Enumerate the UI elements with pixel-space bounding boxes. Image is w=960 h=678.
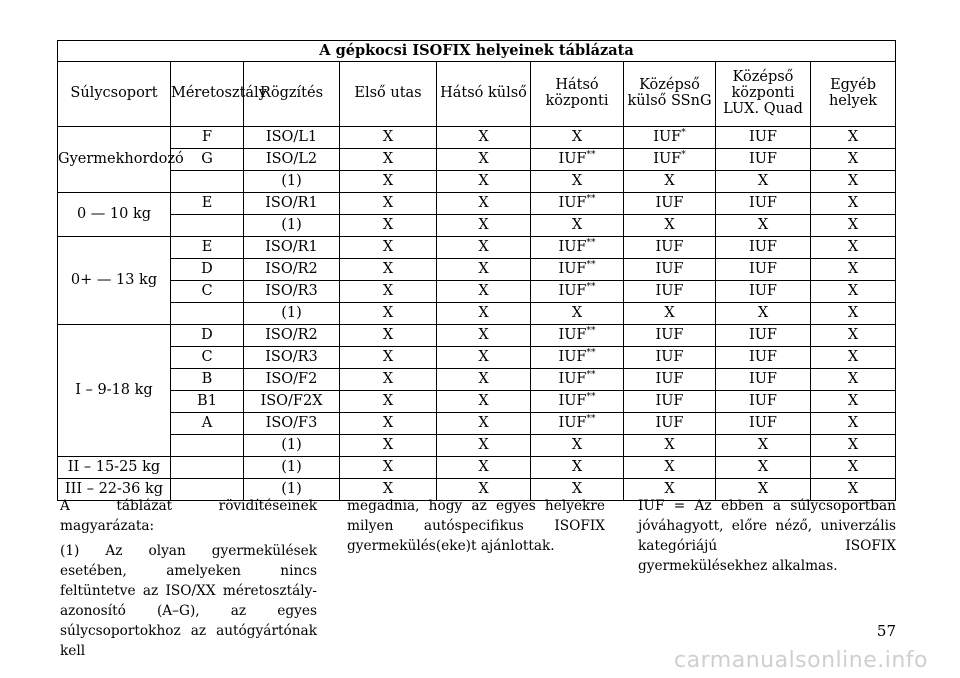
footnote-marker: ** xyxy=(586,193,596,204)
cell-front-passenger: X xyxy=(340,325,437,347)
cell-middle-outboard-ssng: X xyxy=(624,435,716,457)
note-1-continuation: megadnia, hogy az egyes helyekre milyen autóspecifikus ISOFIX gyermekülés(eke)t ajánlottak. xyxy=(347,498,605,554)
table-row xyxy=(58,413,896,435)
cell-size-class: D xyxy=(171,259,244,281)
header-front-passenger: Első utas xyxy=(340,62,437,127)
cell-size-class: B xyxy=(171,369,244,391)
isofix-table xyxy=(57,40,896,501)
weight-group-cell: 0 — 10 kg xyxy=(58,193,171,237)
cell-fixture: ISO/L2 xyxy=(244,149,340,171)
notes-column-1 xyxy=(60,496,317,666)
cell-size-class xyxy=(171,435,244,457)
cell-middle-outboard-ssng: X xyxy=(624,171,716,193)
weight-group-cell: 0+ — 13 kg xyxy=(58,237,171,325)
cell-rear-outboard: X xyxy=(437,391,531,413)
page-number: 57 xyxy=(876,622,896,640)
table-row xyxy=(58,281,896,303)
cell-size-class: D xyxy=(171,325,244,347)
header-weight-group: Súlycsoport xyxy=(58,62,171,127)
footnote-marker: ** xyxy=(586,281,596,292)
cell-size-class: E xyxy=(171,237,244,259)
cell-other-positions: X xyxy=(811,193,896,215)
cell-fixture: ISO/R1 xyxy=(244,193,340,215)
notes-column-2 xyxy=(347,496,605,561)
table-title: A gépkocsi ISOFIX helyeinek táblázata xyxy=(58,41,896,62)
cell-rear-center: IUF** xyxy=(531,193,624,215)
cell-front-passenger: X xyxy=(340,237,437,259)
header-middle-outboard-ssng: Középső külső SSnG xyxy=(624,62,716,127)
cell-fixture: ISO/R2 xyxy=(244,325,340,347)
cell-middle-outboard-ssng: X xyxy=(624,215,716,237)
table-header-row xyxy=(58,62,896,127)
cell-middle-center-lux-quad: IUF xyxy=(716,413,811,435)
cell-middle-outboard-ssng: IUF xyxy=(624,281,716,303)
cell-size-class: B1 xyxy=(171,391,244,413)
footnote-marker: ** xyxy=(586,149,596,160)
cell-middle-outboard-ssng: IUF* xyxy=(624,149,716,171)
cell-fixture: (1) xyxy=(244,215,340,237)
cell-rear-outboard: X xyxy=(437,435,531,457)
cell-front-passenger: X xyxy=(340,479,437,501)
cell-other-positions: X xyxy=(811,281,896,303)
cell-rear-center: IUF** xyxy=(531,369,624,391)
cell-rear-outboard: X xyxy=(437,413,531,435)
cell-fixture: ISO/F2 xyxy=(244,369,340,391)
cell-middle-outboard-ssng: IUF xyxy=(624,369,716,391)
cell-rear-center: X xyxy=(531,171,624,193)
table-row xyxy=(58,215,896,237)
cell-middle-outboard-ssng: IUF xyxy=(624,347,716,369)
notes-heading: A táblázat rövidítéseinek magyarázata: xyxy=(60,498,317,534)
table-row xyxy=(58,391,896,413)
cell-fixture: (1) xyxy=(244,303,340,325)
cell-middle-outboard-ssng: IUF xyxy=(624,413,716,435)
cell-front-passenger: X xyxy=(340,193,437,215)
cell-middle-center-lux-quad: IUF xyxy=(716,127,811,149)
cell-front-passenger: X xyxy=(340,215,437,237)
cell-rear-outboard: X xyxy=(437,215,531,237)
cell-size-class xyxy=(171,457,244,479)
cell-other-positions: X xyxy=(811,413,896,435)
footnote-marker: ** xyxy=(586,325,596,336)
cell-middle-center-lux-quad: X xyxy=(716,171,811,193)
cell-front-passenger: X xyxy=(340,413,437,435)
cell-fixture: ISO/F3 xyxy=(244,413,340,435)
cell-fixture: (1) xyxy=(244,479,340,501)
cell-size-class: C xyxy=(171,281,244,303)
table-row xyxy=(58,259,896,281)
cell-fixture: ISO/R3 xyxy=(244,347,340,369)
cell-other-positions: X xyxy=(811,435,896,457)
cell-front-passenger: X xyxy=(340,457,437,479)
cell-rear-center: IUF** xyxy=(531,413,624,435)
table-row xyxy=(58,171,896,193)
cell-middle-center-lux-quad: IUF xyxy=(716,149,811,171)
cell-fixture: (1) xyxy=(244,171,340,193)
cell-middle-center-lux-quad: IUF xyxy=(716,259,811,281)
notes-column-3 xyxy=(638,496,896,581)
cell-middle-outboard-ssng: X xyxy=(624,479,716,501)
footnote-marker: * xyxy=(681,127,686,138)
cell-size-class: E xyxy=(171,193,244,215)
cell-other-positions: X xyxy=(811,303,896,325)
footnote-marker: * xyxy=(681,149,686,160)
table-row xyxy=(58,369,896,391)
cell-rear-center: X xyxy=(531,215,624,237)
cell-front-passenger: X xyxy=(340,303,437,325)
cell-rear-outboard: X xyxy=(437,193,531,215)
cell-middle-center-lux-quad: IUF xyxy=(716,347,811,369)
cell-middle-center-lux-quad: X xyxy=(716,479,811,501)
cell-other-positions: X xyxy=(811,237,896,259)
cell-other-positions: X xyxy=(811,391,896,413)
cell-other-positions: X xyxy=(811,457,896,479)
table-row xyxy=(58,457,896,479)
cell-middle-center-lux-quad: X xyxy=(716,435,811,457)
cell-fixture: ISO/R1 xyxy=(244,237,340,259)
footnote-marker: ** xyxy=(586,413,596,424)
cell-rear-outboard: X xyxy=(437,127,531,149)
cell-rear-outboard: X xyxy=(437,259,531,281)
cell-front-passenger: X xyxy=(340,435,437,457)
table-row xyxy=(58,325,896,347)
cell-rear-center: IUF** xyxy=(531,391,624,413)
cell-rear-outboard: X xyxy=(437,281,531,303)
cell-fixture: ISO/R2 xyxy=(244,259,340,281)
cell-other-positions: X xyxy=(811,259,896,281)
cell-rear-outboard: X xyxy=(437,457,531,479)
cell-middle-center-lux-quad: X xyxy=(716,457,811,479)
table-row xyxy=(58,435,896,457)
cell-rear-center: IUF** xyxy=(531,325,624,347)
cell-middle-center-lux-quad: IUF xyxy=(716,237,811,259)
footnote-marker: ** xyxy=(586,347,596,358)
table-row xyxy=(58,127,896,149)
cell-fixture: (1) xyxy=(244,435,340,457)
cell-rear-center: X xyxy=(531,435,624,457)
cell-other-positions: X xyxy=(811,149,896,171)
cell-middle-outboard-ssng: IUF xyxy=(624,391,716,413)
cell-middle-outboard-ssng: X xyxy=(624,303,716,325)
cell-front-passenger: X xyxy=(340,171,437,193)
cell-middle-outboard-ssng: IUF xyxy=(624,193,716,215)
cell-middle-center-lux-quad: IUF xyxy=(716,281,811,303)
cell-rear-outboard: X xyxy=(437,347,531,369)
iuf-definition: IUF = Az ebben a súlycsoportban jóváhagyott, előre néző, univerzális kategóriájú ISOFIX gyermekülésekhez alkalmas. xyxy=(638,498,896,574)
footnote-marker: ** xyxy=(586,391,596,402)
cell-middle-center-lux-quad: IUF xyxy=(716,369,811,391)
cell-size-class xyxy=(171,215,244,237)
cell-front-passenger: X xyxy=(340,391,437,413)
header-size-class: Méretosztály xyxy=(171,62,244,127)
footnote-marker: ** xyxy=(586,259,596,270)
watermark-text: carmanualsonline.info xyxy=(674,648,928,673)
cell-middle-outboard-ssng: X xyxy=(624,457,716,479)
cell-fixture: ISO/L1 xyxy=(244,127,340,149)
cell-fixture: (1) xyxy=(244,457,340,479)
cell-other-positions: X xyxy=(811,215,896,237)
cell-other-positions: X xyxy=(811,325,896,347)
cell-middle-center-lux-quad: X xyxy=(716,215,811,237)
weight-group-cell: III – 22-36 kg xyxy=(58,479,171,501)
cell-front-passenger: X xyxy=(340,369,437,391)
footnote-marker: ** xyxy=(586,369,596,380)
cell-rear-center: X xyxy=(531,127,624,149)
header-fixture: Rögzítés xyxy=(244,62,340,127)
table-body xyxy=(58,127,896,501)
cell-rear-center: IUF** xyxy=(531,259,624,281)
table-row xyxy=(58,347,896,369)
header-rear-outboard: Hátsó külső xyxy=(437,62,531,127)
cell-rear-outboard: X xyxy=(437,325,531,347)
header-other-positions: Egyéb helyek xyxy=(811,62,896,127)
cell-other-positions: X xyxy=(811,127,896,149)
cell-middle-center-lux-quad: IUF xyxy=(716,391,811,413)
weight-group-cell: I – 9-18 kg xyxy=(58,325,171,457)
cell-size-class xyxy=(171,303,244,325)
cell-size-class: G xyxy=(171,149,244,171)
cell-middle-center-lux-quad: IUF xyxy=(716,193,811,215)
cell-rear-center: X xyxy=(531,303,624,325)
note-1-text: (1) Az olyan gyermekülések esetében, amelyeken nincs feltüntetve az ISO/XX méretosztály-azonosító (A–G), az egyes súlycsoportokhoz az autógyártónak kell xyxy=(60,543,317,659)
cell-other-positions: X xyxy=(811,479,896,501)
cell-size-class xyxy=(171,171,244,193)
cell-rear-outboard: X xyxy=(437,171,531,193)
cell-front-passenger: X xyxy=(340,347,437,369)
cell-middle-outboard-ssng: IUF xyxy=(624,259,716,281)
table-row xyxy=(58,193,896,215)
cell-fixture: ISO/F2X xyxy=(244,391,340,413)
cell-middle-outboard-ssng: IUF xyxy=(624,237,716,259)
weight-group-cell: Gyermekhordozó xyxy=(58,127,171,193)
cell-rear-center: X xyxy=(531,457,624,479)
cell-fixture: ISO/R3 xyxy=(244,281,340,303)
cell-front-passenger: X xyxy=(340,259,437,281)
cell-rear-outboard: X xyxy=(437,237,531,259)
cell-size-class: A xyxy=(171,413,244,435)
cell-front-passenger: X xyxy=(340,149,437,171)
cell-rear-center: IUF** xyxy=(531,347,624,369)
cell-middle-center-lux-quad: X xyxy=(716,303,811,325)
table-row xyxy=(58,237,896,259)
header-rear-center: Hátsó központi xyxy=(531,62,624,127)
cell-size-class: F xyxy=(171,127,244,149)
cell-rear-outboard: X xyxy=(437,369,531,391)
cell-rear-center: X xyxy=(531,479,624,501)
cell-middle-center-lux-quad: IUF xyxy=(716,325,811,347)
cell-middle-outboard-ssng: IUF xyxy=(624,325,716,347)
cell-other-positions: X xyxy=(811,171,896,193)
cell-front-passenger: X xyxy=(340,281,437,303)
cell-rear-center: IUF** xyxy=(531,281,624,303)
cell-rear-center: IUF** xyxy=(531,149,624,171)
footnote-marker: ** xyxy=(586,237,596,248)
cell-rear-outboard: X xyxy=(437,479,531,501)
cell-other-positions: X xyxy=(811,369,896,391)
cell-size-class: C xyxy=(171,347,244,369)
cell-rear-outboard: X xyxy=(437,149,531,171)
table-row xyxy=(58,303,896,325)
cell-middle-outboard-ssng: IUF* xyxy=(624,127,716,149)
weight-group-cell: II – 15-25 kg xyxy=(58,457,171,479)
cell-rear-center: IUF** xyxy=(531,237,624,259)
cell-front-passenger: X xyxy=(340,127,437,149)
cell-other-positions: X xyxy=(811,347,896,369)
header-middle-center-lux-quad: Középső központi LUX. Quad xyxy=(716,62,811,127)
cell-rear-outboard: X xyxy=(437,303,531,325)
